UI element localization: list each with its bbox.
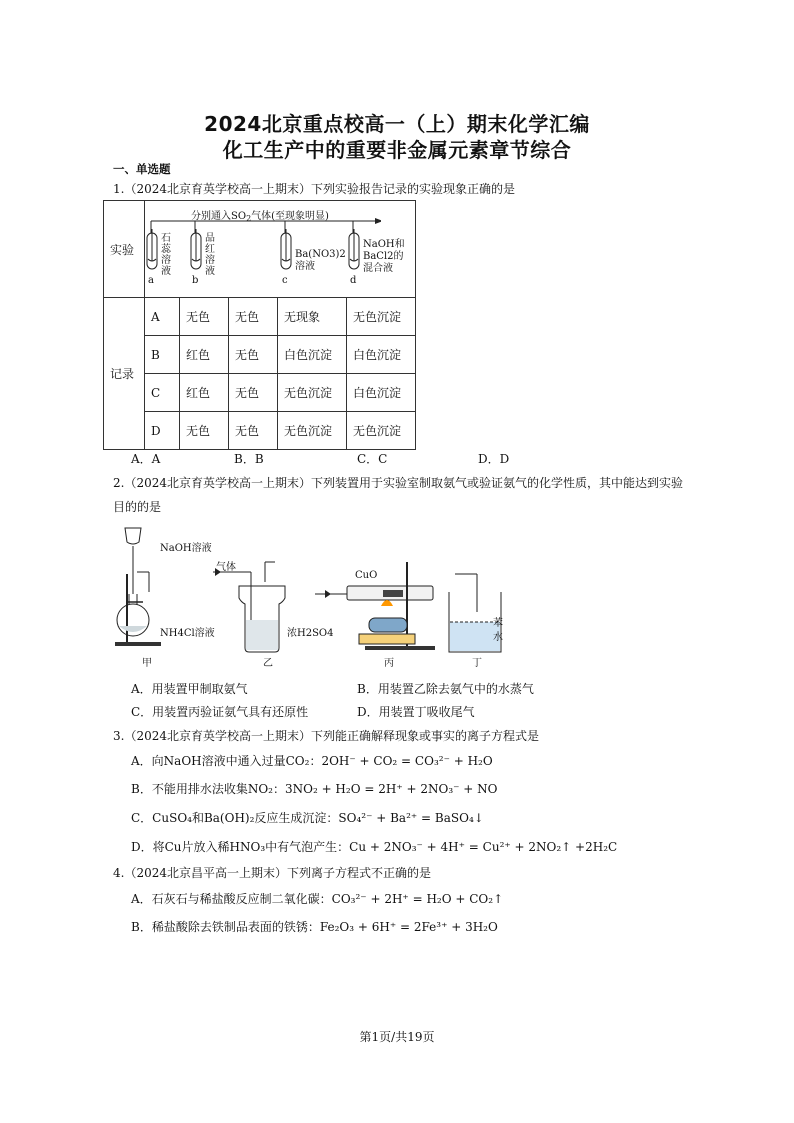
label-benzene: 苯 bbox=[493, 618, 503, 629]
label-ding: 丁 bbox=[472, 658, 482, 669]
tube-label-c: c bbox=[282, 275, 288, 286]
label-gas: 气体 bbox=[216, 562, 236, 573]
q1-apparatus-cell bbox=[145, 201, 416, 298]
label-jia: 甲 bbox=[142, 658, 152, 669]
cell: 红色 bbox=[180, 374, 229, 412]
cell: 无色沉淀 bbox=[278, 412, 347, 450]
q2-option-a: A．用装置甲制取氨气 bbox=[131, 682, 248, 696]
q1-header-label: 实验 bbox=[104, 201, 145, 298]
q3-option-d: D．将Cu片放入稀HNO₃中有气泡产生：Cu + 2NO₃⁻ + 4H⁺ = Cu²⁺ + 2NO₂↑ +2H₂C bbox=[131, 840, 618, 854]
apparatus-note: 分别通入$SO_2$气体(至现象明显) bbox=[191, 211, 329, 223]
cell: 无色 bbox=[229, 374, 278, 412]
q1-option-b: B．B bbox=[234, 452, 264, 466]
q1-row-c bbox=[104, 374, 416, 412]
q3-option-b: B．不能用排水法收集NO₂：3NO₂ + H₂O = 2H⁺ + 2NO₃⁻ + NO bbox=[131, 782, 498, 796]
q1-row-b bbox=[104, 336, 416, 374]
reagent-c: Ba(NO3)2 溶液 bbox=[295, 249, 346, 272]
tube-d-icon bbox=[349, 229, 359, 269]
apparatus-jia-icon bbox=[115, 528, 161, 646]
cell: 无色 bbox=[229, 412, 278, 450]
section-heading: 一、单选题 bbox=[113, 162, 171, 176]
tube-b-icon bbox=[191, 229, 201, 269]
cell: 无色 bbox=[229, 336, 278, 374]
q2-option-c: C．用装置丙验证氨气具有还原性 bbox=[131, 705, 309, 719]
label-water: 水 bbox=[493, 632, 503, 643]
label-nh4cl: NH4Cl溶液 bbox=[160, 628, 215, 639]
cell: 白色沉淀 bbox=[347, 374, 416, 412]
label-h2so4: 浓H2SO4 bbox=[287, 628, 334, 639]
cell: 红色 bbox=[180, 336, 229, 374]
cell: 白色沉淀 bbox=[278, 336, 347, 374]
q1-row-d bbox=[104, 412, 416, 450]
q1-option-a: A．A bbox=[131, 452, 161, 466]
q1-row-a bbox=[104, 298, 416, 336]
q4-option-a: A．石灰石与稀盐酸反应制二氧化碳：CO₃²⁻ + 2H⁺ = H₂O + CO₂↑ bbox=[131, 892, 504, 906]
q2-option-d: D．用装置丁吸收尾气 bbox=[357, 705, 475, 719]
q3-option-a: A．向NaOH溶液中通入过量CO₂：2OH⁻ + CO₂ = CO₃²⁻ + H₂O bbox=[131, 754, 493, 768]
page-footer: 第1页/共19页 bbox=[359, 1030, 435, 1044]
cell: 无色沉淀 bbox=[347, 412, 416, 450]
row-key: B bbox=[145, 336, 180, 374]
q3-stem: 3.（2024北京育英学校高一上期末）下列能正确解释现象或事实的离子方程式是 bbox=[113, 729, 539, 743]
q1-record-label: 记录 bbox=[104, 298, 145, 450]
q2-stem-line2: 目的的是 bbox=[113, 500, 162, 514]
tube-c-icon bbox=[281, 229, 291, 269]
q1-stem: 1.（2024北京育英学校高一上期末）下列实验报告记录的实验现象正确的是 bbox=[113, 182, 515, 196]
cell: 无色 bbox=[180, 412, 229, 450]
cell: 无色 bbox=[229, 298, 278, 336]
cell: 无色 bbox=[180, 298, 229, 336]
reagent-a: 石 蕊 溶 液 bbox=[161, 233, 171, 277]
row-key: C bbox=[145, 374, 180, 412]
row-key: D bbox=[145, 412, 180, 450]
cell: 无色沉淀 bbox=[347, 298, 416, 336]
reagent-d: NaOH和 BaCl2的 混合液 bbox=[363, 239, 405, 274]
q4-stem: 4.（2024北京昌平高一上期末）下列离子方程式不正确的是 bbox=[113, 866, 431, 880]
label-yi: 乙 bbox=[263, 658, 273, 669]
doc-title-line1: 2024北京重点校高一（上）期末化学汇编 bbox=[204, 112, 590, 136]
q1-option-d: D．D bbox=[478, 452, 510, 466]
q2-option-b: B．用装置乙除去氨气中的水蒸气 bbox=[357, 682, 534, 696]
q4-option-b: B．稀盐酸除去铁制品表面的铁锈：Fe₂O₃ + 6H⁺ = 2Fe³⁺ + 3H₂O bbox=[131, 920, 498, 934]
q1-option-c: C．C bbox=[357, 452, 388, 466]
tube-label-a: a bbox=[148, 275, 154, 286]
q2-stem-line1: 2.（2024北京育英学校高一上期末）下列装置用于实验室制取氨气或验证氨气的化学性质，其中能达到实验 bbox=[113, 476, 683, 490]
label-bing: 丙 bbox=[384, 658, 394, 669]
label-naoh: NaOH溶液 bbox=[160, 543, 212, 554]
tube-label-b: b bbox=[192, 275, 199, 286]
cell: 无现象 bbox=[278, 298, 347, 336]
label-cuo: CuO bbox=[355, 570, 378, 581]
tube-a-icon bbox=[147, 229, 157, 269]
row-key: A bbox=[145, 298, 180, 336]
gas-arrow bbox=[375, 218, 381, 224]
reagent-b: 品 红 溶 液 bbox=[205, 233, 215, 277]
cell: 无色沉淀 bbox=[278, 374, 347, 412]
apparatus-yi-icon bbox=[213, 562, 285, 652]
cell: 白色沉淀 bbox=[347, 336, 416, 374]
q1-table bbox=[103, 200, 416, 450]
doc-title-line2: 化工生产中的重要非金属元素章节综合 bbox=[222, 138, 572, 162]
tube-label-d: d bbox=[350, 275, 357, 286]
q3-option-c: C．CuSO₄和Ba(OH)₂反应生成沉淀：SO₄²⁻ + Ba²⁺ = BaSO₄↓ bbox=[131, 811, 484, 825]
